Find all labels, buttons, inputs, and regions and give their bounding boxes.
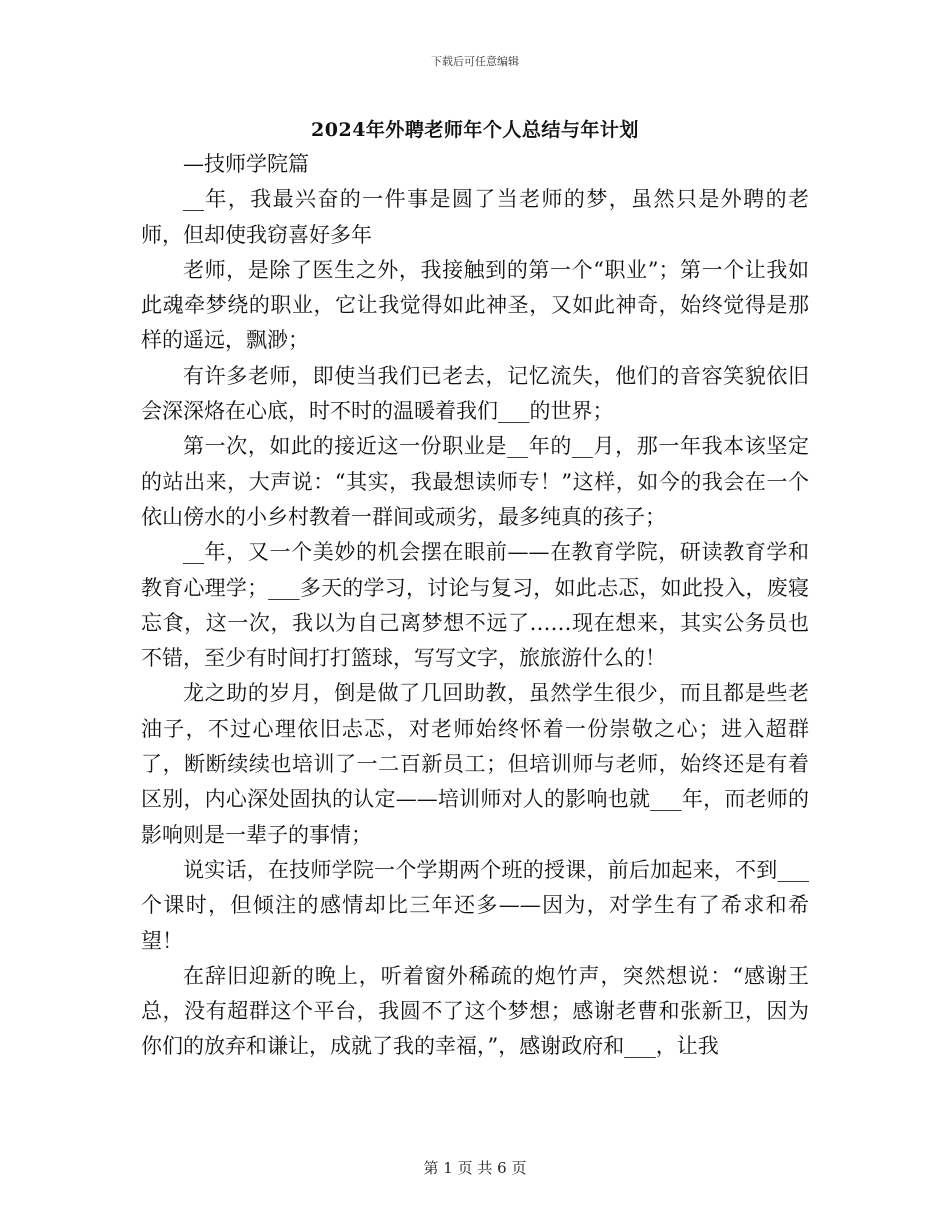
paragraph: 老师，是除了医生之外，我接触到的第一个“职业”；第一个让我如此魂牵梦绕的职业，它让我觉得如此神圣，又如此神奇，始终觉得是那样的遥远，飘渺； [141, 257, 809, 353]
header-note: 下载后可任意编辑 [431, 55, 519, 68]
paragraph: __年，我最兴奋的一件事是圆了当老师的梦，虽然只是外聘的老师，但却使我窃喜好多年 [141, 187, 809, 247]
paragraph: 在辞旧迎新的晚上，听着窗外稀疏的炮竹声，突然想说：“感谢王总，没有超群这个平台，我圆不了这个梦想；感谢老曹和张新卫，因为你们的放弃和谦让，成就了我的幸福，”，感谢政府和___，让我 [141, 963, 809, 1059]
paragraph: —技师学院篇 [183, 152, 309, 176]
paragraph: 龙之助的岁月，倒是做了几回助教，虽然学生很少，而且都是些老油子，不过心理依旧忐忑，对老师始终怀着一份崇敬之心；进入超群了，断断续续也培训了一二百新员工；但培训师与老师，始终还是有着区别，内心深处固执的认定——培训师对人的影响也就___年，而老师的影响则是一辈子的事情； [141, 681, 809, 847]
paragraph: 有许多老师，即使当我们已老去，记忆流失，他们的音容笑貌依旧会深深烙在心底，时不时的温暖着我们___的世界； [141, 363, 809, 424]
paragraph: 说实话，在技师学院一个学期两个班的授课，前后加起来，不到___个课时，但倾注的感情却比三年还多——因为，对学生有了希求和希望！ [141, 857, 809, 953]
document-title: 2024年外聘老师年个人总结与年计划 [311, 119, 639, 141]
paragraph: __年，又一个美妙的机会摆在眼前——在教育学院，研读教育学和教育心理学；___多天的学习，讨论与复习，如此忐忑，如此投入，废寝忘食，这一次，我以为自己离梦想不远了……现在想来，其实公务员也不错，至少有时间打打篮球，写写文字，旅旅游什么的！ [141, 540, 809, 671]
page-footer: 第 1 页 共 6 页 [423, 1159, 527, 1177]
paragraph: 第一次，如此的接近这一份职业是__年的__月，那一年我本该坚定的站出来，大声说：“其实，我最想读师专！”这样，如今的我会在一个依山傍水的小乡村教着一群间或顽劣，最多纯真的孩子； [141, 434, 809, 529]
document-body [141, 147, 809, 1065]
